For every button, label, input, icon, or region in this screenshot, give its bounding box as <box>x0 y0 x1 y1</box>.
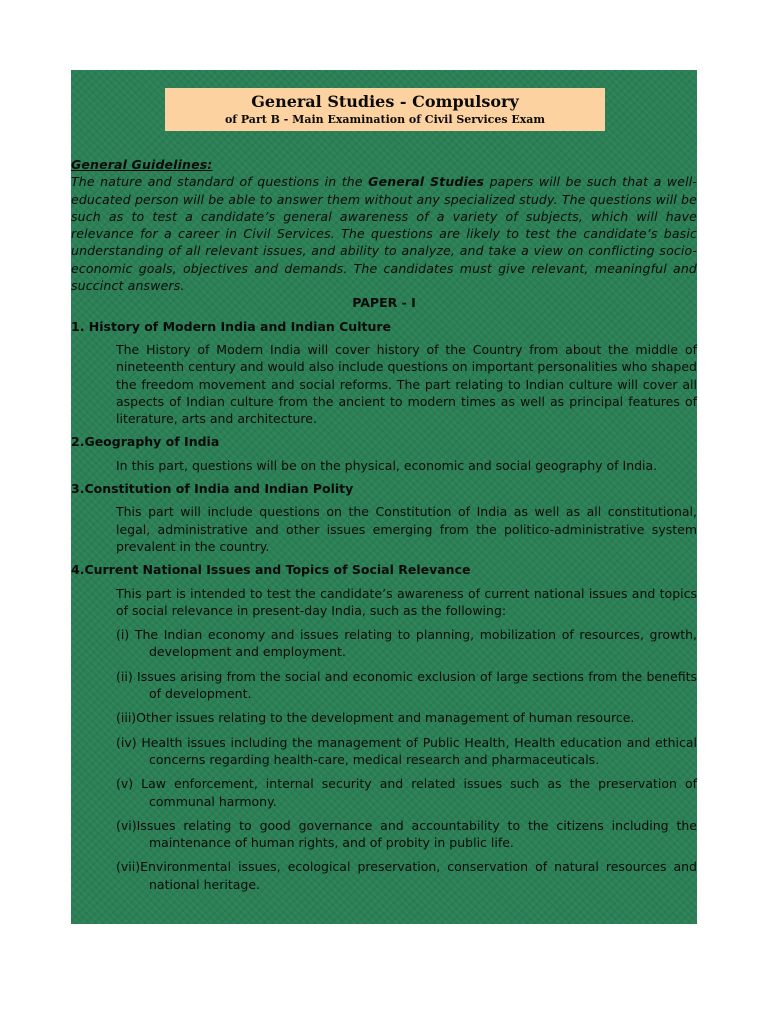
list-item <box>71 668 697 703</box>
section-body-geography: In this part, questions will be on the physical, economic and social geography of India. <box>116 457 658 473</box>
section-heading-history: 1. History of Modern India and Indian Culture <box>71 318 392 334</box>
guidelines-text-end: papers will be such that a well-educated person will be able to answer them without any specialized study. The questions will be such as to test a candidate’s general awareness of a variety of subjects, which will have relevance for a career in Civil Services. The questions are likely to test the candidate’s basic understanding of all relevant issues, and ability to analyze, and take a view on conflicting socio-economic goals, objectives and demands. The candidates must give relevant, meaningful and succinct answers. <box>71 174 697 294</box>
page-title: General Studies - Compulsory <box>251 92 519 111</box>
list-item-text: (vi)Issues relating to good governance and accountability to the citizens including the maintenance of human rights, and of probity in public life. <box>116 817 697 851</box>
list-item-text: (iii)Other issues relating to the development and management of human resource. <box>116 710 635 726</box>
section-heading-current-issues: 4.Current National Issues and Topics of Social Relevance <box>71 562 471 578</box>
page-subtitle: of Part B - Main Examination of Civil Services Exam <box>224 113 546 126</box>
document-panel <box>71 70 697 924</box>
guidelines-block <box>71 156 697 294</box>
guidelines-text-start: The nature and standard of questions in the <box>71 174 369 190</box>
list-item <box>71 709 697 726</box>
title-box <box>165 88 605 131</box>
guidelines-heading: General Guidelines: <box>71 157 213 172</box>
guidelines-emphasis: General Studies <box>368 174 485 190</box>
list-item-text: (vii)Environmental issues, ecological preservation, conservation of natural resources and national heritage. <box>116 859 697 892</box>
section-body-current-issues: This part is intended to test the candidate’s awareness of current national issues and topics of social relevance in present-day India, such as the following: <box>116 585 697 618</box>
section-heading-constitution: 3.Constitution of India and Indian Polity <box>71 481 354 497</box>
list-item <box>71 734 697 769</box>
section-body-constitution: This part will include questions on the Constitution of India as well as all constitutional, legal, administrative and other issues emerging from the politico-administrative system prevalent in the country. <box>116 504 697 554</box>
list-item-text: (i) The Indian economy and issues relating to planning, mobilization of resources, growth, development and employment. <box>116 627 697 660</box>
list-item <box>71 626 697 661</box>
list-item-text: (v) Law enforcement, internal security and related issues such as the preservation of communal harmony. <box>116 776 697 809</box>
list-item <box>71 775 697 810</box>
list-item-text: (iv) Health issues including the management of Public Health, Health education and ethical concerns regarding health-care, medical research and pharmaceuticals. <box>116 734 697 767</box>
document-content <box>71 156 697 893</box>
list-item <box>71 817 697 852</box>
paper-title: PAPER - I <box>352 295 416 311</box>
list-item-text: (ii) Issues arising from the social and economic exclusion of large sections from the benefits of development. <box>116 668 697 702</box>
section-body-history: The History of Modern India will cover history of the Country from about the middle of nineteenth century and would also include questions on important personalities who shaped the freedom movement and social reforms. The part relating to Indian culture will cover all aspects of Indian culture from the ancient to modern times as well as principal features of literature, arts and architecture. <box>116 341 697 427</box>
section-heading-geography: 2.Geography of India <box>71 434 220 450</box>
list-item <box>71 858 697 893</box>
